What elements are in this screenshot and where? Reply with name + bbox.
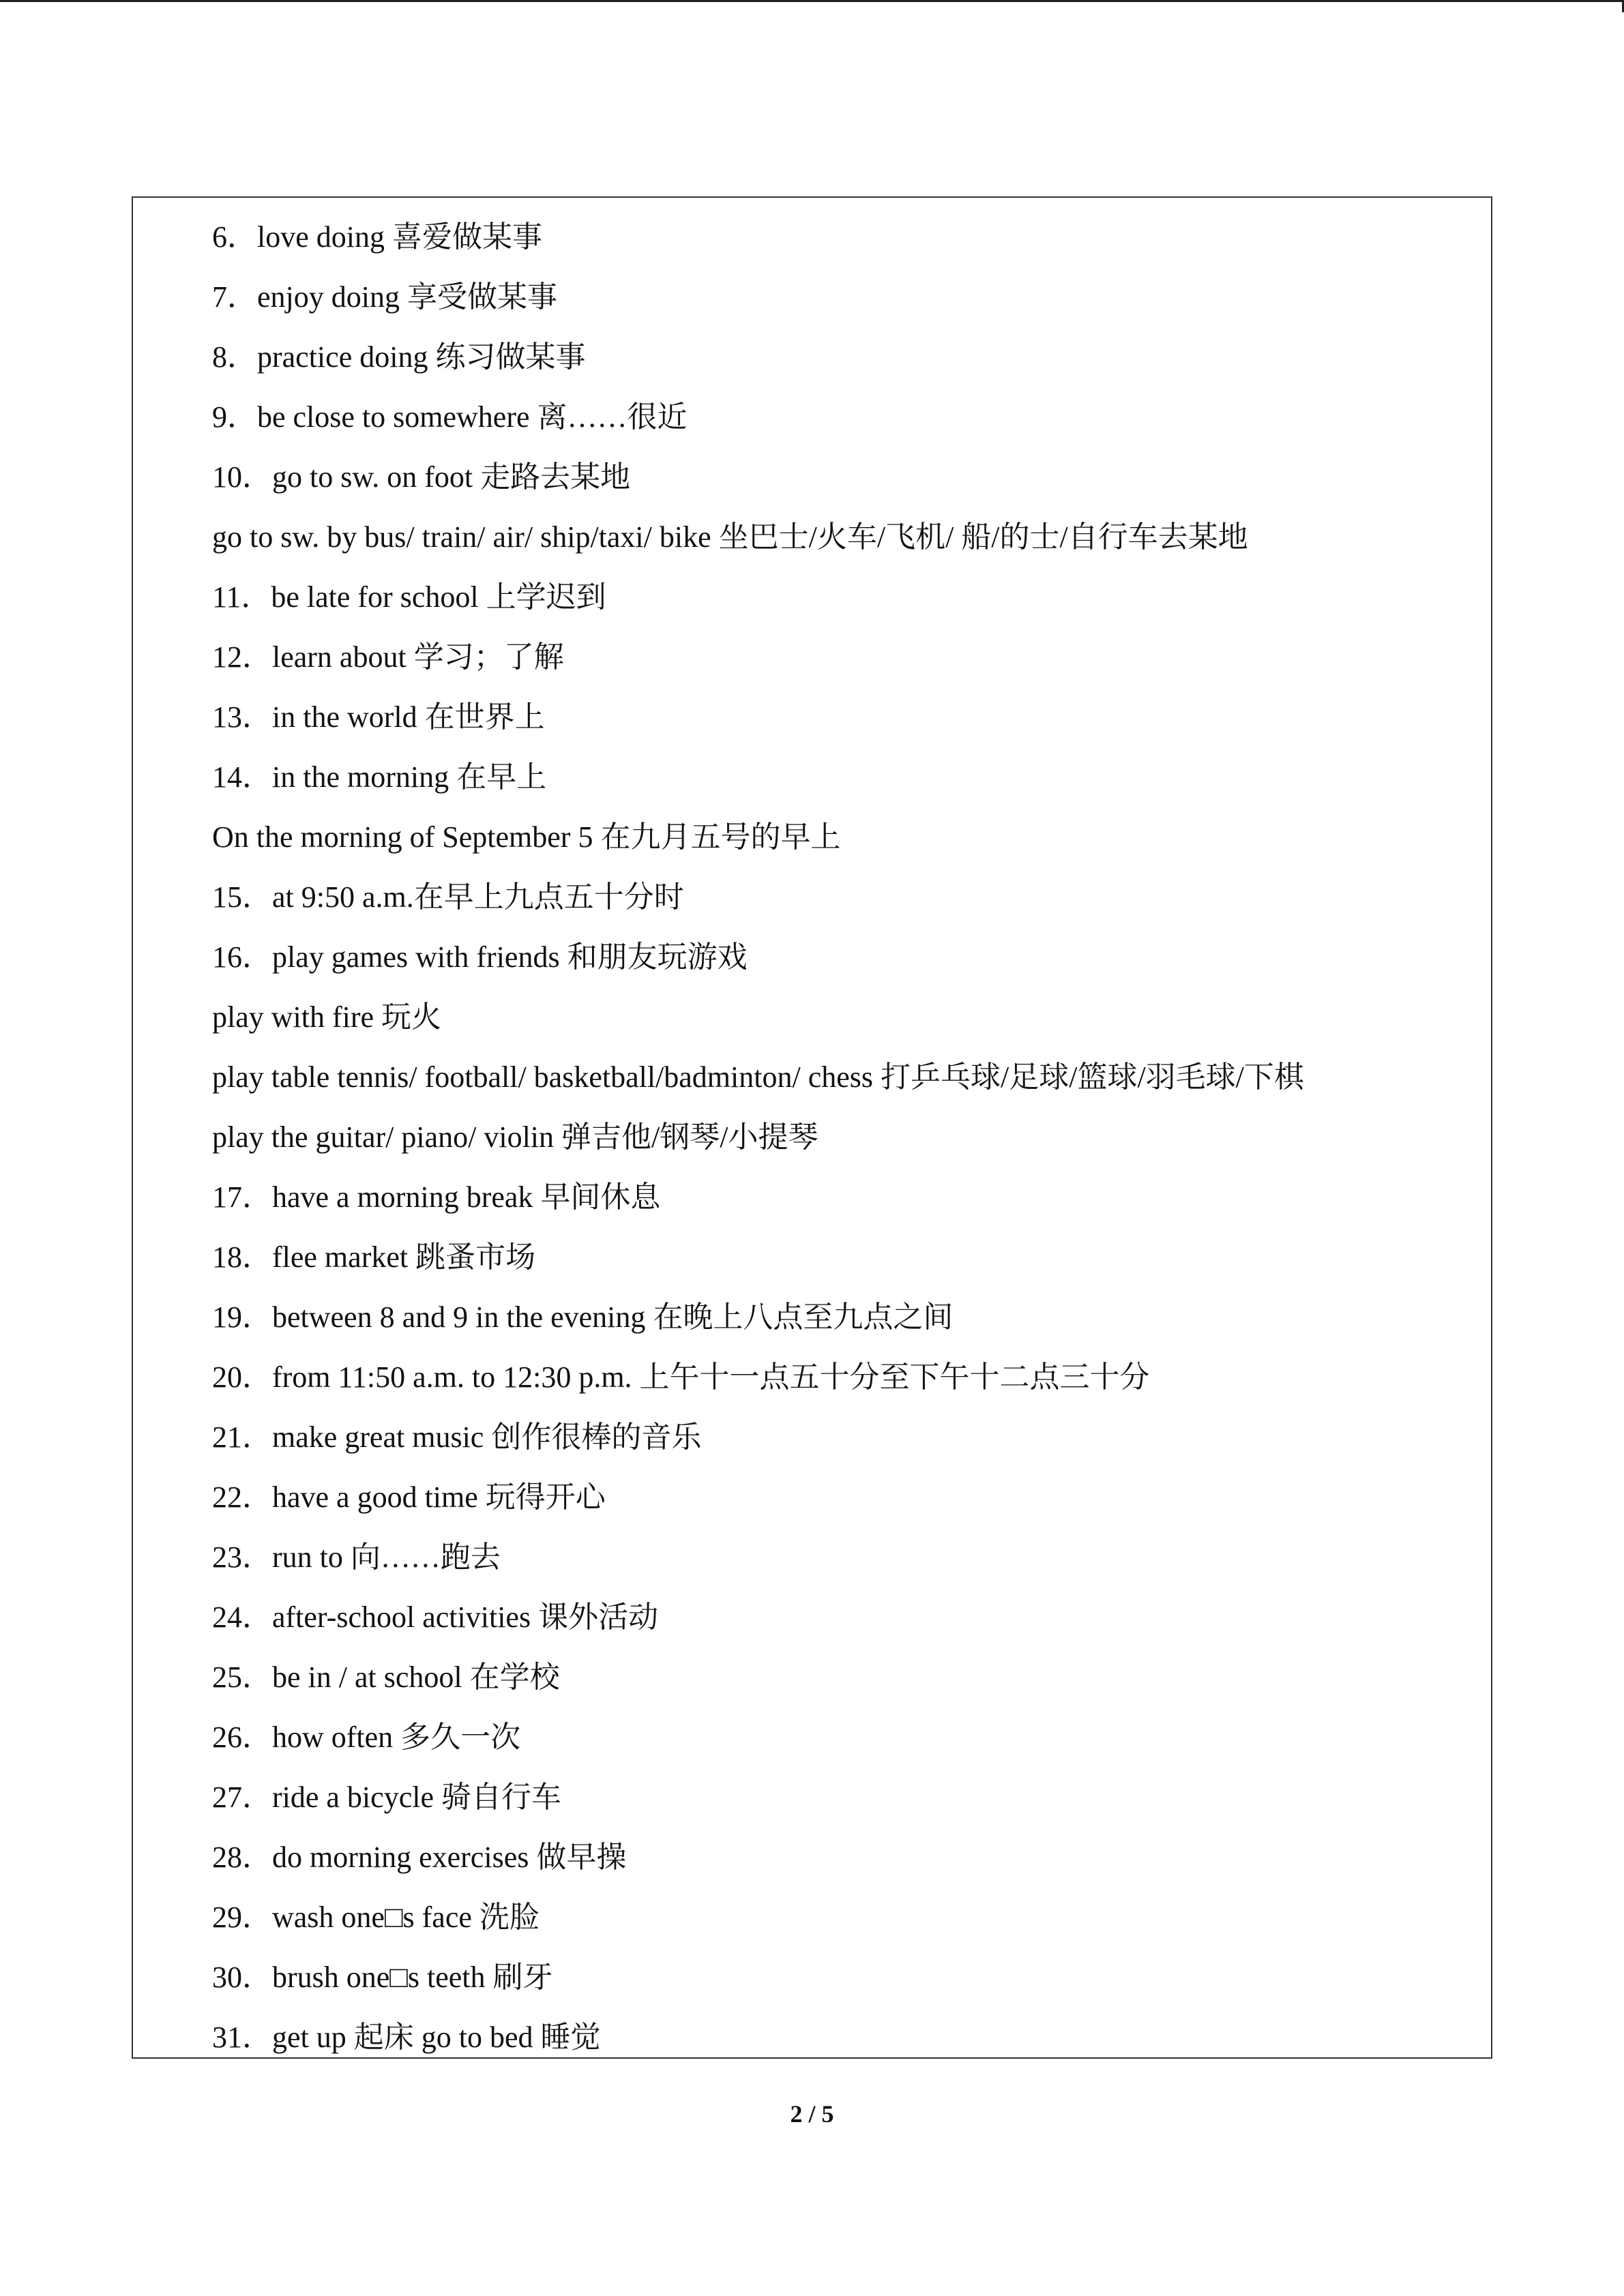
phrase-list: [212, 207, 1481, 2068]
phrase-line: 29．wash one□s face 洗脸: [212, 1900, 540, 1934]
phrase-line: 16．play games with friends 和朋友玩游戏: [212, 940, 748, 974]
phrase-line: 8．practice doing 练习做某事: [212, 340, 586, 374]
phrase-line: 21．make great music 创作很棒的音乐: [212, 1420, 702, 1454]
phrase-line: 14．in the morning 在早上: [212, 760, 547, 794]
phrase-line: 19．between 8 and 9 in the evening 在晚上八点至九点之间: [212, 1300, 954, 1334]
phrase-line: 31．get up 起床 go to bed 睡觉: [212, 2021, 601, 2054]
page-number: 2 / 5: [790, 2100, 834, 2128]
phrase-line: On the morning of September 5 在九月五号的早上: [212, 820, 841, 854]
phrase-line: 11．be late for school 上学迟到: [212, 580, 606, 614]
phrase-line: 12．learn about 学习；了解: [212, 640, 564, 674]
page-top-rule: [0, 0, 1624, 2]
phrase-line: 15．at 9:50 a.m.在早上九点五十分时: [212, 880, 684, 914]
phrase-line: 26．how often 多久一次: [212, 1720, 521, 1754]
phrase-line: 27．ride a bicycle 骑自行车: [212, 1780, 561, 1814]
phrase-line: play table tennis/ football/ basketball/badminton/ chess 打乒乓球/足球/篮球/羽毛球/下棋: [212, 1060, 1304, 1094]
phrase-line: 20．from 11:50 a.m. to 12:30 p.m. 上午十一点五十分至下午十二点三十分: [212, 1360, 1150, 1394]
phrase-line: 7．enjoy doing 享受做某事: [212, 280, 557, 314]
phrase-line: 30．brush one□s teeth 刷牙: [212, 1960, 553, 1994]
phrase-line: play the guitar/ piano/ violin 弹吉他/钢琴/小提琴: [212, 1120, 818, 1154]
phrase-line: 25．be in / at school 在学校: [212, 1660, 560, 1694]
phrase-line: 23．run to 向……跑去: [212, 1540, 501, 1574]
phrase-line: 17．have a morning break 早间休息: [212, 1180, 661, 1214]
phrase-line: 6．love doing 喜爱做某事: [212, 220, 542, 254]
phrase-line: 13．in the world 在世界上: [212, 700, 545, 734]
phrase-line: 22．have a good time 玩得开心: [212, 1480, 606, 1514]
phrase-line: 9．be close to somewhere 离……很近: [212, 400, 688, 434]
phrase-line: go to sw. by bus/ train/ air/ ship/taxi/ bike 坐巴士/火车/飞机/ 船/的士/自行车去某地: [212, 520, 1248, 554]
phrase-line: 24．after-school activities 课外活动: [212, 1600, 659, 1634]
phrase-line: 10．go to sw. on foot 走路去某地: [212, 460, 631, 494]
phrase-line: play with fire 玩火: [212, 1000, 442, 1034]
phrase-line: 18．flee market 跳蚤市场: [212, 1240, 536, 1274]
phrase-line: 28．do morning exercises 做早操: [212, 1840, 627, 1874]
